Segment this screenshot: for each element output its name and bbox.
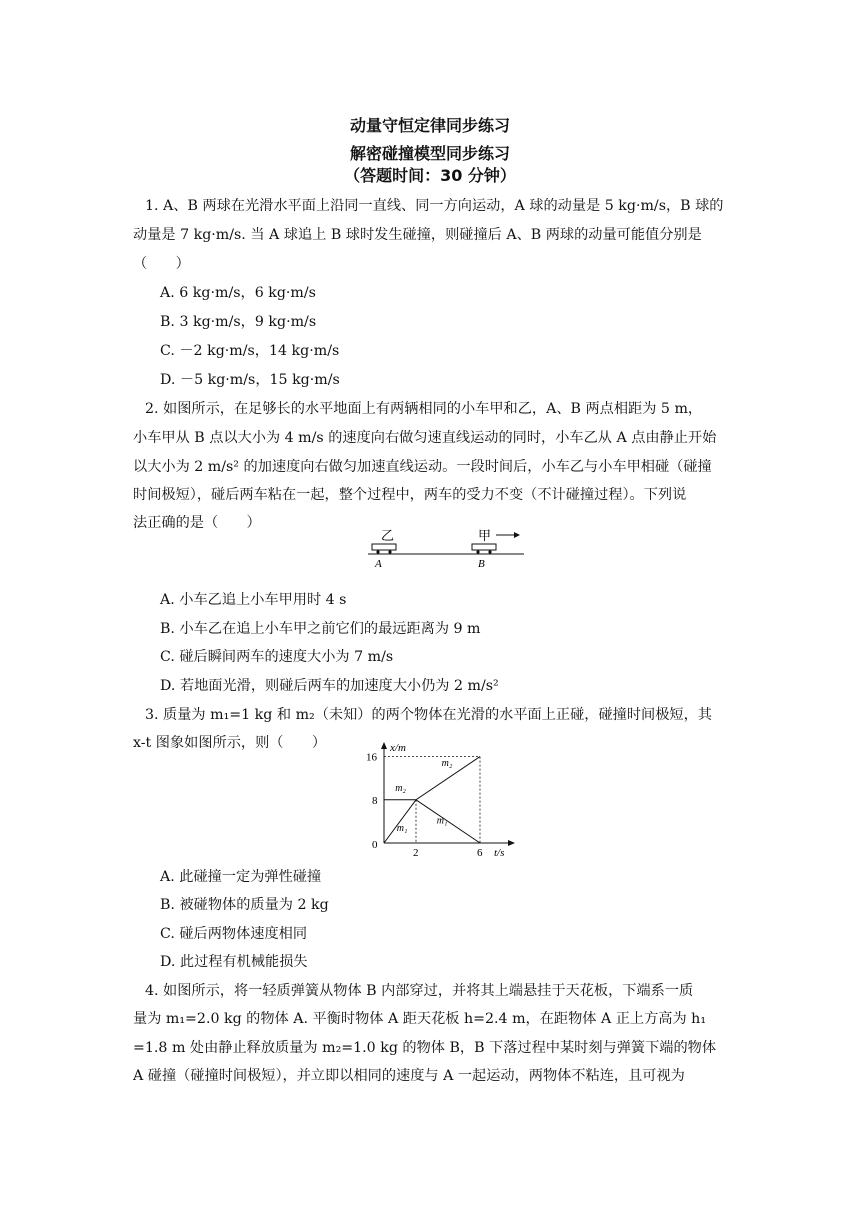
q4-line-4: A 碰撞（碰撞时间极短），并立即以相同的速度与 A 一起运动，两物体不粘连，且可视为 (133, 1068, 685, 1084)
point-b-label: B (478, 558, 485, 568)
y-axis-arrow (381, 742, 387, 749)
q1-option-b: B. 3 kg·m/s，9 kg·m/s (160, 314, 317, 330)
y-axis-label: x/m (390, 742, 406, 754)
q2-option-c: C. 碰后瞬间两车的速度大小为 7 m/s (160, 649, 394, 665)
cart-yi-label: 乙 (381, 528, 395, 543)
cart-figure (368, 524, 528, 568)
cart-jia-wheel-left (476, 550, 479, 553)
q2-line-4: 时间极短），碰后两车粘在一起，整个过程中，两车的受力不变（不计碰撞过程）。下列说 (133, 487, 687, 503)
cart-jia-label: 甲 (478, 528, 492, 543)
x-tick-label-2: 2 (413, 847, 419, 859)
cart-yi-wheel-right (388, 550, 391, 553)
point-a-label: A (375, 558, 382, 568)
q4-line-2: 量为 m₁=2.0 kg 的物体 A. 平衡时物体 A 距天花板 h=2.4 m，在距物体 A 正上方高为 h₁ (133, 1011, 707, 1027)
q1-option-a: A. 6 kg·m/s，6 kg·m/s (160, 285, 316, 301)
q2-line-3: 以大小为 2 m/s² 的加速度向右做匀加速直线运动。一段时间后，小车乙与小车甲相碰（碰撞 (133, 459, 712, 475)
series-line-1 (384, 800, 480, 843)
x-tick-label-6: 6 (477, 847, 483, 859)
xt-chart (360, 740, 520, 860)
y-tick-label-16: 16 (366, 751, 377, 764)
series-label-1-2: m₁ (436, 815, 448, 827)
q3-option-b: B. 被碰物体的质量为 2 kg (160, 897, 329, 913)
q2-line-2: 小车甲从 B 点以大小为 4 m/s 的速度向右做匀速直线运动的同时，小车乙从 A 点由静止开始 (133, 430, 717, 446)
cart-jia-wheel-right (488, 550, 491, 553)
y-tick-label-8: 8 (372, 794, 378, 807)
q3-option-a: A. 此碰撞一定为弹性碰撞 (160, 869, 322, 885)
time-note: （答题时间：30 分钟） (344, 166, 516, 185)
q4-line-1: 4. 如图所示，将一轻质弹簧从物体 B 内部穿过，并将其上端悬挂于天花板，下端系一质 (145, 983, 694, 999)
series-label-1-1: m₁ (396, 823, 408, 835)
q2-option-a: A. 小车乙追上小车甲用时 4 s (160, 592, 347, 608)
q2-option-d: D. 若地面光滑，则碰后两车的加速度大小仍为 2 m/s² (160, 678, 499, 694)
q3-line-2: x-t 图象如图所示，则（ ） (133, 735, 327, 751)
q1-option-d: D. －5 kg·m/s，15 kg·m/s (160, 372, 340, 388)
cart-yi (372, 544, 396, 550)
x-axis-label: t/s (494, 847, 505, 859)
q3-option-c: C. 碰后两物体速度相同 (160, 926, 308, 942)
sub-title: 解密碰撞模型同步练习 (349, 144, 510, 163)
cart-jia (472, 544, 496, 550)
cart-yi-wheel-left (376, 550, 379, 553)
series-label-2-2: m₂ (441, 757, 453, 769)
q2-line-1: 2. 如图所示，在足够长的水平地面上有两辆相同的小车甲和乙，A、B 两点相距为 5 m， (145, 401, 703, 417)
q2-line-5: 法正确的是（ ） (133, 515, 261, 531)
q3-option-d: D. 此过程有机械能损失 (160, 954, 308, 970)
q1-option-c: C. －2 kg·m/s，14 kg·m/s (160, 343, 340, 359)
q1-line-3: （ ） (133, 256, 190, 272)
series-label-2-1: m₂ (395, 783, 406, 795)
origin-label: 0 (372, 839, 378, 851)
q1-line-2: 动量是 7 kg·m/s. 当 A 球追上 B 球时发生碰撞，则碰撞后 A、B 两球的动量可能值分别是 (133, 227, 702, 243)
velocity-arrowhead (514, 532, 520, 538)
q3-line-1: 3. 质量为 m₁=1 kg 和 m₂（未知）的两个物体在光滑的水平面上正碰，碰撞时间极短，其 (145, 707, 712, 723)
main-title: 动量守恒定律同步练习 (349, 116, 510, 135)
q1-line-1: 1. A、B 两球在光滑水平面上沿同一直线、同一方向运动，A 球的动量是 5 kg·m/s，B 球的 (145, 198, 724, 214)
q2-option-b: B. 小车乙在追上小车甲之前它们的最远距离为 9 m (160, 621, 481, 637)
q4-line-3: =1.8 m 处由静止释放质量为 m₂=1.0 kg 的物体 B，B 下落过程中某时刻与弹簧下端的物体 (133, 1040, 717, 1056)
x-axis-arrow (508, 840, 515, 846)
